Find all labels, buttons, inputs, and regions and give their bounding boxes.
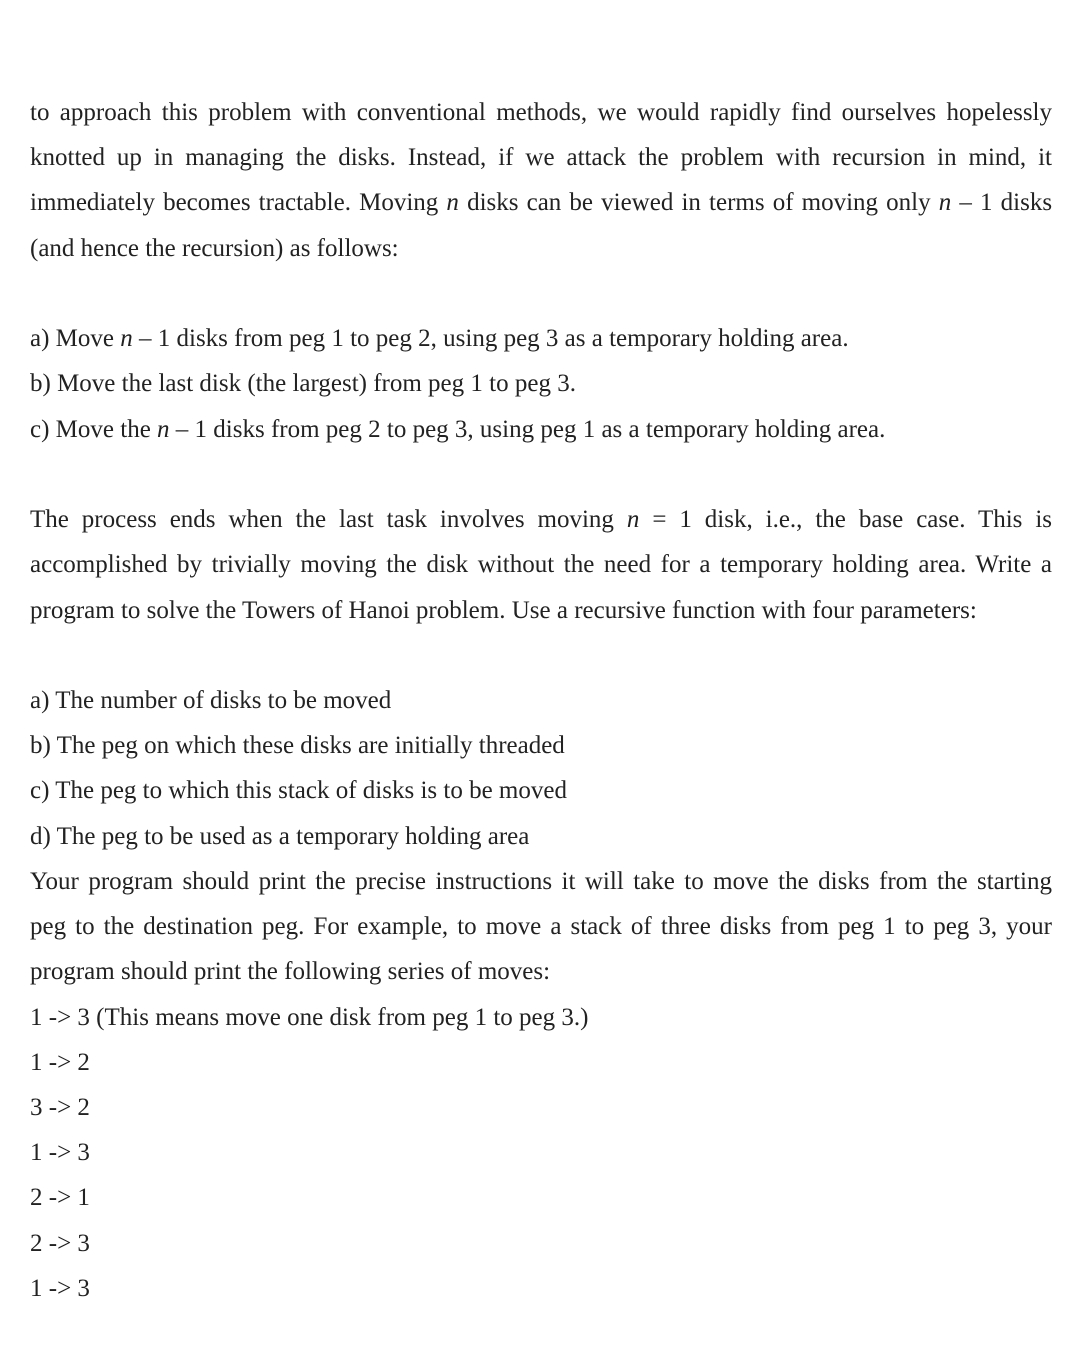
text-segment: The process ends when the last task involves moving [30, 506, 614, 533]
paragraph3-line1: Your program should print the precise instructions it will take to move the disks from the starting [30, 868, 1052, 895]
move-line: 1 -> 3 [30, 1139, 90, 1166]
move-line: 1 -> 3 (This means move one disk from peg 1 to peg 3.) [30, 1004, 589, 1031]
step-a [30, 324, 849, 354]
math-variable-n: n [938, 189, 952, 216]
parameter-item: a) The number of disks to be moved [30, 687, 392, 714]
paragraph3-line2: peg to the destination peg. For example, to move a stack of three disks from peg 1 to peg 3, your [30, 913, 1052, 940]
move-line: 3 -> 2 [30, 1094, 90, 1121]
math-variable-n: n [446, 189, 459, 216]
step-b: b) Move the last disk (the largest) from peg 1 to peg 3. [30, 370, 576, 397]
paragraph2-line2: accomplished by trivially moving the disk without the need for a temporary holding area. Write a [30, 551, 1052, 578]
parameter-item: d) The peg to be used as a temporary holding area [30, 823, 530, 850]
text-segment: – 1 disks from peg 1 to peg 2, using peg 3 as a temporary holding area. [139, 325, 849, 352]
paragraph1-line2: knotted up in managing the disks. Instead, if we attack the problem with recursion in mind, it [30, 144, 1052, 171]
move-line: 1 -> 3 [30, 1275, 90, 1302]
move-line: 2 -> 1 [30, 1184, 90, 1211]
paragraph1-line3 [30, 188, 1052, 218]
text-segment: = 1 disk, i.e., the base case. This is [652, 506, 1053, 533]
text-segment: immediately becomes tractable. Moving [30, 189, 439, 216]
paragraph3-line3: program should print the following series of moves: [30, 958, 551, 985]
paragraph2-line3: program to solve the Towers of Hanoi problem. Use a recursive function with four parameters: [30, 597, 977, 624]
text-segment: disks can be viewed in terms of moving only [467, 189, 931, 216]
text-segment: – 1 disks from peg 2 to peg 3, using peg 1 as a temporary holding area. [175, 416, 886, 443]
paragraph1-line1: to approach this problem with conventional methods, we would rapidly find ourselves hopelessly [30, 99, 1052, 126]
text-segment: – 1 disks [959, 189, 1053, 216]
move-line: 1 -> 2 [30, 1049, 90, 1076]
step-c [30, 415, 885, 445]
paragraph1-line4: (and hence the recursion) as follows: [30, 235, 399, 262]
parameter-item: b) The peg on which these disks are initially threaded [30, 732, 565, 759]
text-segment: a) Move [30, 325, 114, 352]
text-segment: c) Move the [30, 416, 151, 443]
math-variable-n: n [120, 325, 133, 352]
parameter-item: c) The peg to which this stack of disks is to be moved [30, 777, 567, 804]
paragraph2-line1 [30, 505, 1052, 535]
move-line: 2 -> 3 [30, 1230, 90, 1257]
math-variable-n: n [157, 416, 170, 443]
math-variable-n: n [626, 506, 640, 533]
